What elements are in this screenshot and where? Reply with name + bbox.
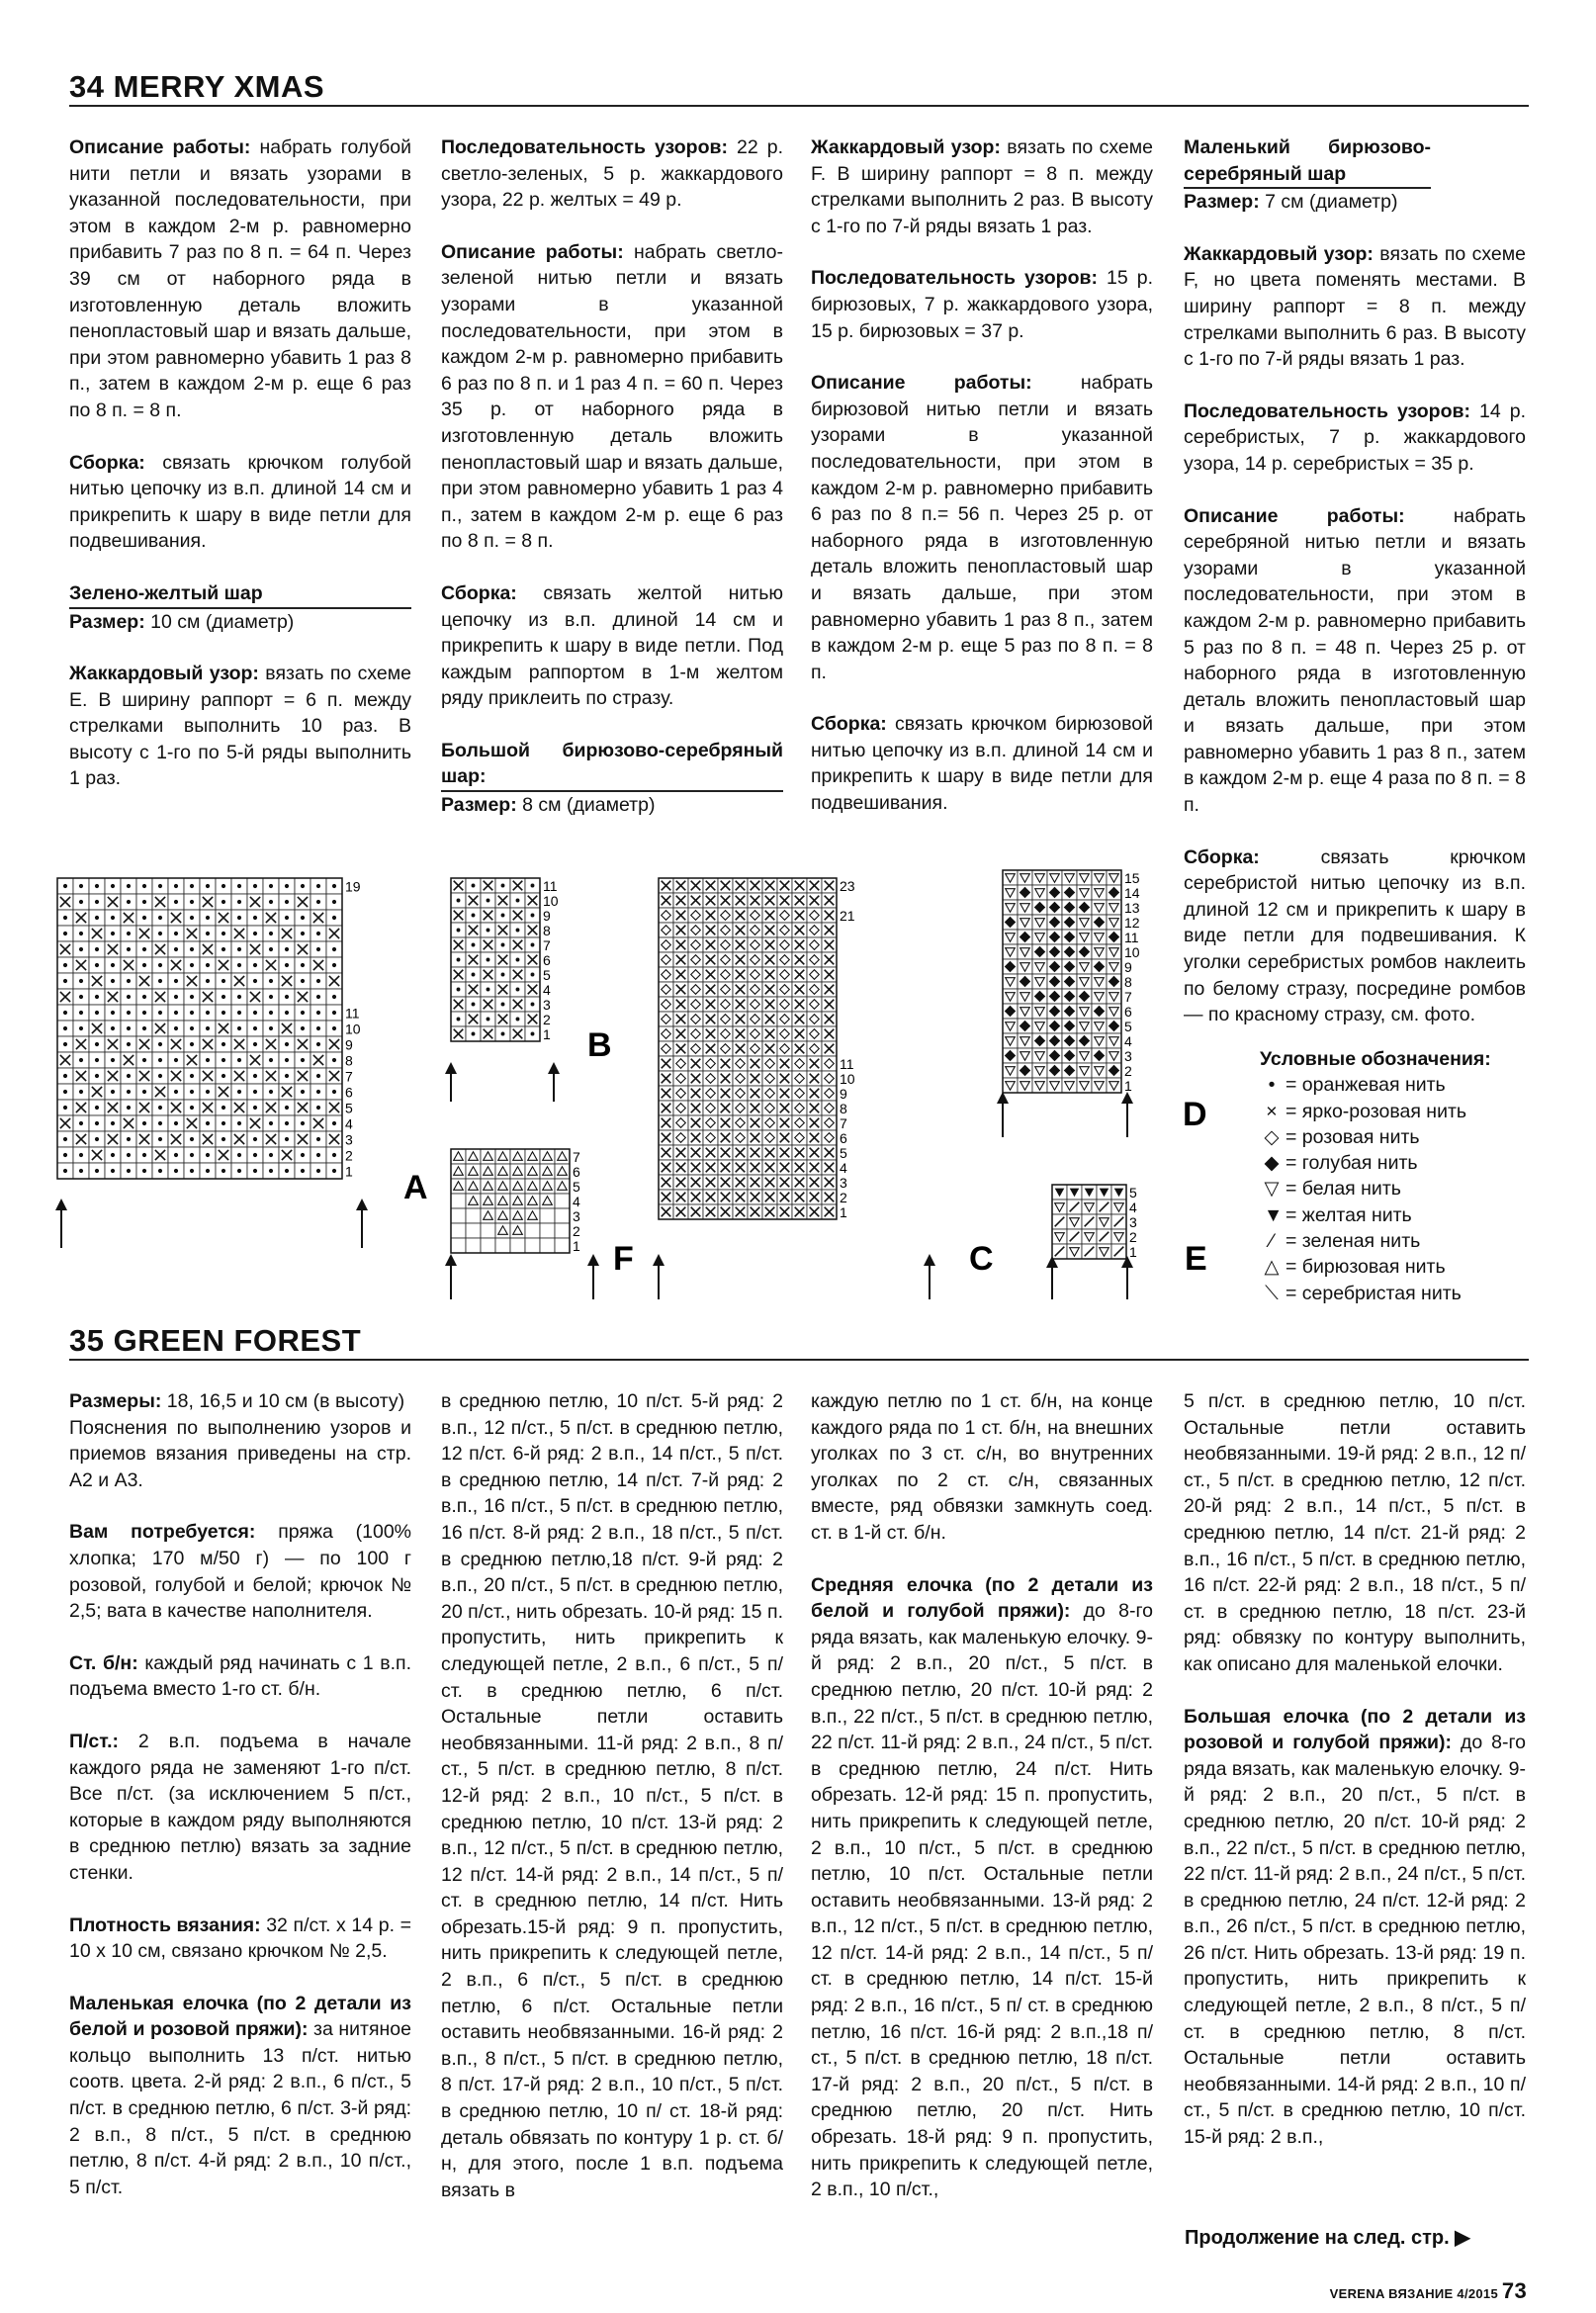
row-number: 14: [1124, 884, 1140, 901]
s34-size4-value: 7 см (диаметр): [1259, 191, 1398, 214]
legend-item: ⟍ = серебристая нить: [1264, 1281, 1491, 1306]
chart-label-e: E: [1185, 1240, 1207, 1278]
s34-c1-paragraph: Описание работы: набрать голубой нити петли и вязать узорами в указанной последовательности, при этом в каждом 2-м р. равномерно прибавить 7 раз по 8 п. = 64 п. Через 39 см от наборного ряда в изготовленную деталь вложить пенопластовый шар и вязать дальше, при этом равномерно убавить 1 раз 8 п., затем в каждом 2-м р. еще 6 раз по 8 п. = 8 п.: [69, 136, 411, 421]
row-number: 9: [840, 1085, 847, 1102]
s34-heading-green-yellow: Зелено-желтый шар: [69, 580, 411, 609]
legend-symbol-icon: ▼: [1264, 1203, 1284, 1226]
row-number: 1: [543, 1025, 551, 1042]
row-number: 10: [543, 892, 559, 909]
section-title-35: 35 GREEN FOREST: [69, 1323, 362, 1358]
row-number: 8: [840, 1100, 847, 1116]
row-number: 1: [840, 1203, 847, 1220]
chart-d: [1003, 870, 1140, 1094]
s34-c3-paragraph: Последовательность узоров: 15 р. бирюзовых, 7 р. жаккардового узора, 15 р. бирюзовых = 37 р.: [811, 267, 1153, 342]
s34-c2-paragraph: Последовательность узоров: 22 р. светло-зеленых, 5 р. жаккардового узора, 22 р. желтых = 49 р.: [441, 136, 783, 212]
row-number: 4: [840, 1159, 847, 1176]
chart-label-d: D: [1183, 1096, 1207, 1133]
repeat-arrow-icon: [55, 1199, 67, 1248]
row-number: 8: [1124, 973, 1132, 990]
row-number: 7: [345, 1068, 353, 1085]
s35-column-1: [69, 1388, 411, 2226]
row-number: 1: [573, 1237, 580, 1254]
s34-jacquard-e: Жаккардовый узор: вязать по схеме E. В ширину раппорт = 6 п. между стрелками выполнить 10 раз. В высоту с 1-го по 5-й ряды выполнить 1 раз.: [69, 663, 411, 790]
row-number: 1: [1124, 1077, 1132, 1094]
row-number: 6: [1124, 1003, 1132, 1020]
row-number: 4: [573, 1193, 580, 1209]
s35-column-4: [1184, 1388, 1526, 2177]
s35-c1-paragraph: Маленькая елочка (по 2 детали из белой и розовой пряжи): за нитяное кольцо выполнить 13 п/ст. нитью соотв. цвета. 2-й ряд: 2 в.п., 6 п/ст., 5 п/ст. в среднюю петлю, 6 п/ст. 3-й ряд: 2 в.п., 8 п/ст., 5 п/ст. в среднюю петлю, 8 п/ст. 4-й ряд: 2 в.п., 10 п/ст., 5 п/ст.: [69, 1992, 412, 2198]
symbol-legend: [1187, 1046, 1491, 1306]
chart-f: [451, 1149, 580, 1254]
s35-col3-text-b: Средняя елочка (по 2 детали из белой и голубой пряжи): до 8-го ряда вязать, как маленькую елочку. 9-й ряд: 2 в.п., 20 п/ст., 5 п/ст. в среднюю петлю, 20 п/ст. 10-й ряд: 2 в.п., 22 п/ст., 5 п/ст. в среднюю петлю, 22 п/ст. 11-й ряд: 2 в.п., 24 п/ст., 5 п/ст. в среднюю петлю, 24 п/ст. Нить обрезать. 12-й ряд: 15 п. пропустить, нить прикрепить к следующей петле, 2 в.п., 10 п/ст., 5 п/ст. в среднюю петлю, 10 п/ст. Остальные петли оставить необвязанными. 13-й ряд: 2 в.п., 12 п/ст., 5 п/ст. в среднюю петлю, 12 п/ст. 14-й ряд: 2 в.п., 14 п/ст., 5 п/ст. в среднюю петлю, 14 п/ст. 15-й ряд: 2 в.п., 16 п/ст., 5 п/ ст. в среднюю петлю, 16 п/ст. 16-й ряд: 2 в.п.,18 п/ст., 5 п/ст. в среднюю петлю, 18 п/ст. 17-й ряд: 2 в.п., 20 п/ст., 5 п/ст. в среднюю петлю, 20 п/ст. Нить обрезать. 18-й ряд: 9 п. пропустить, нить прикрепить к следующей петле, 2 в.п., 10 п/ст.,: [811, 1573, 1153, 2201]
chart-a: [57, 878, 361, 1180]
row-number: 5: [1129, 1184, 1137, 1201]
row-number: 10: [1124, 943, 1140, 960]
chart-b: [451, 878, 559, 1042]
row-number: 7: [840, 1114, 847, 1131]
legend-item: △ = бирюзовая нить: [1264, 1254, 1491, 1280]
row-number: 9: [543, 907, 551, 924]
row-number: 4: [1124, 1032, 1132, 1049]
legend-symbol-icon: •: [1268, 1074, 1276, 1097]
row-number: 11: [345, 1005, 360, 1022]
chart-label-b: B: [587, 1026, 612, 1064]
row-number: 13: [1124, 899, 1140, 916]
section-title-34: 34 MERRY XMAS: [69, 69, 325, 104]
s34-c1-paragraph: Сборка: связать крючком голубой нитью цепочку из в.п. длиной 14 см и прикрепить к шару в виде петли для подвешивания.: [69, 451, 411, 553]
row-number: 5: [345, 1100, 353, 1116]
row-number: 8: [345, 1052, 353, 1069]
s34-c4-paragraph: Описание работы: набрать серебряной нитью петли и вязать узорами в указанной последовательности, при этом в каждом 2-м р. равномерно прибавить 5 раз по 8 п. = 48 п. Через 25 р. от наборного ряда в изготовленную деталь вложить пенопластовый шар и вязать дальше, при этом равномерно убавить 1 раз 8 п., затем в каждом 2-м р. еще 4 раза по 8 п. = 8 п.: [1184, 504, 1526, 817]
row-number: 1: [345, 1163, 353, 1180]
s35-col4-text-b: Большая елочка (по 2 детали из розовой и голубой пряжи): до 8-го ряда вязать, как маленькую елочку. 9-й ряд: 2 в.п., 20 п/ст., 5 п/ст. в среднюю петлю, 20 п/ст. 10-й ряд: 2 в.п., 22 п/ст., 5 п/ст. в среднюю петлю, 22 п/ст. 11-й ряд: 2 в.п., 24 п/ст., 5 п/ст. в среднюю петлю, 24 п/ст. 12-й ряд: 2 в.п., 26 п/ст., 5 п/ст. в среднюю петлю, 26 п/ст. Нить обрезать. 13-й ряд: 19 п. пропустить, нить прикрепить к следующей петле, 2 в.п., 8 п/ст., 5 п/ст. в среднюю петлю, 8 п/ст. Остальные петли оставить необвязанными. 14-й ряд: 2 в.п., 10 п/ст., 5 п/ст. в среднюю петлю, 10 п/ст. 15-й ряд: 2 в.п.,: [1184, 1705, 1527, 2149]
row-number: 8: [543, 922, 551, 938]
s34-size4-label: Размер:: [1184, 191, 1260, 214]
legend-item: ◇ = розовая нить: [1264, 1124, 1491, 1150]
row-number: 3: [543, 996, 551, 1013]
page-number: 73: [1501, 2278, 1527, 2303]
s34-size-label: Размер:: [69, 610, 145, 633]
row-number: 21: [840, 907, 855, 924]
legend-symbol-icon: ×: [1266, 1100, 1278, 1122]
s34-heading-big-turquoise: Большой бирюзово-серебряный шар:: [441, 738, 783, 792]
legend-item: • = оранжевая нить: [1264, 1072, 1491, 1098]
row-number: 2: [1124, 1062, 1132, 1079]
s35-c1-paragraph: Вам потребуется: пряжа (100% хлопка; 170 м/50 г) — по 100 г розовой, голубой и белой; крючок № 2,5; вата в качестве наполнителя.: [69, 1521, 411, 1623]
s34-c2-paragraph: Описание работы: набрать светло-зеленой нитью петли и вязать узорами в указанной последовательности, при этом в каждом 2-м р. равномерно прибавить 6 раз по 8 п. и 1 раз 4 п. = 60 п. Через 35 р. от наборного ряда в изготовленную деталь вложить пенопластовый шар и вязать дальше, при этом равномерно убавить 1 раз 4 п., затем в каждом 2-м р. еще 6 раз по 8 п. = 8 п.: [441, 240, 783, 553]
row-number: 2: [573, 1222, 580, 1239]
repeat-arrow-icon: [653, 1254, 665, 1299]
s35-c1-paragraph: Плотность вязания: 32 п/ст. х 14 р. = 10 х 10 см, связано крючком № 2,5.: [69, 1913, 412, 1963]
row-number: 7: [573, 1148, 580, 1165]
s34-c2-paragraph: Сборка: связать желтой нитью цепочку из в.п. длиной 14 см и прикрепить к шару в виде петли. Под каждым раппортом в 1-м желтом ряду приклеить по стразу.: [441, 581, 783, 710]
repeat-arrow-icon: [445, 1254, 457, 1299]
row-number: 5: [840, 1144, 847, 1161]
repeat-arrow-icon: [356, 1199, 368, 1248]
legend-symbol-icon: ◆: [1264, 1152, 1280, 1175]
row-number: 5: [543, 966, 551, 983]
row-number: 1: [1129, 1243, 1137, 1260]
s34-c3-paragraph: Сборка: связать крючком бирюзовой нитью цепочку из в.п. длиной 14 см и прикрепить к шару в виде петли для подвешивания.: [811, 713, 1153, 815]
chart-c: [659, 878, 855, 1220]
legend-item: ⁄ = зеленая нить: [1264, 1228, 1491, 1254]
s35-column-2: [441, 1388, 783, 2229]
row-number: 11: [1124, 929, 1139, 945]
repeat-arrow-icon: [997, 1092, 1009, 1137]
s34-heading-small-turquoise: Маленький бирюзово-серебряный шар: [1184, 134, 1431, 189]
s35-col3-text-a: каждую петлю по 1 ст. б/н, на конце каждого ряда по 1 ст. б/н, на внешних уголках по 3 ст. с/н, во внутренних уголках по 2 ст. с/н, связанных вместе, ряд обвязки замкнуть соед. ст. в 1-й ст. б/н.: [811, 1390, 1153, 1544]
legend-item: ▼ = желтая нить: [1264, 1202, 1491, 1228]
legend-symbol-icon: ◇: [1264, 1125, 1280, 1148]
legend-symbol-icon: ⟍: [1265, 1282, 1279, 1304]
row-number: 6: [345, 1084, 353, 1101]
row-number: 3: [573, 1207, 580, 1224]
legend-item: ◆ = голубая нить: [1264, 1150, 1491, 1176]
continued-next-page: Продолжение на след. стр. ▶: [1185, 2227, 1470, 2249]
repeat-arrow-icon: [1121, 1256, 1133, 1299]
row-number: 23: [840, 877, 855, 894]
row-number: 9: [345, 1036, 353, 1053]
s34-size2-value: 8 см (диаметр): [516, 794, 656, 817]
row-number: 15: [1124, 869, 1140, 886]
repeat-arrow-icon: [587, 1254, 599, 1299]
legend-item: ▽ = белая нить: [1264, 1176, 1491, 1201]
row-number: 4: [345, 1115, 353, 1132]
legend-title: Условные обозначения:: [1260, 1048, 1491, 1070]
chart-label-a: A: [403, 1169, 428, 1206]
s34-c4-paragraph: Сборка: связать крючком серебристой нитью цепочку из в.п. длиной 12 см и прикрепить к шару в виде петли для подвешивания. К уголки серебристых ромбов наклеить по белому стразу, посредине ромбов — по красному стразу, см. фото.: [1184, 845, 1526, 1026]
s35-col2-text: в среднюю петлю, 10 п/ст. 5-й ряд: 2 в.п., 12 п/ст., 5 п/ст. в среднюю петлю, 12 п/ст. 6-й ряд: 2 в.п., 14 п/ст., 5 п/ст. в среднюю петлю, 14 п/ст. 7-й ряд: 2 в.п., 16 п/ст., 5 п/ст. в среднюю петлю, 16 п/ст. 8-й ряд: 2 в.п., 18 п/ст., 5 п/ст. в среднюю петлю,18 п/ст. 9-й ряд: 2 в.п., 20 п/ст., 5 п/ст. в среднюю петлю, 20 п/ст., нить обрезать. 10-й ряд: 15 п. пропустить, нить прикрепить к следующей петле, 2 в.п., 6 п/ст., 5 п/ст. в среднюю петлю, 6 п/ст. Остальные петли оставить необвязанными. 11-й ряд: 2 в.п., 8 п/ст., 5 п/ст. в среднюю петлю, 8 п/ст. 12-й ряд: 2 в.п., 10 п/ст., 5 п/ст. в среднюю петлю, 10 п/ст. 13-й ряд: 2 в.п., 12 п/ст., 5 п/ст. в среднюю петлю, 12 п/ст. 14-й ряд: 2 в.п., 14 п/ст., 5 п/ст. в среднюю петлю, 14 п/ст. Нить обрезать.15-й ряд: 9 п. пропустить, нить прикрепить к следующей петле, 2 в.п., 6 п/ст., 5 п/ст. в среднюю петлю, 6 п/ст. Остальные петли оставить необвязанными. 16-й ряд: 2 в.п., 8 п/ст., 5 п/ст. в среднюю петлю, 8 п/ст. 17-й ряд: 2 в.п., 10 п/ст., 5 п/ст. в среднюю петлю, 10 п/ ст. 18-й ряд: деталь обвязать по контуру 1 р. ст. б/н, для этого, после 1 в.п. подъема вязать в: [441, 1390, 783, 2201]
s34-c4-paragraph: Последовательность узоров: 14 р. серебристых, 7 р. жаккардового узора, 14 р. серебристых = 35 р.: [1184, 400, 1526, 475]
row-number: 2: [345, 1147, 353, 1164]
row-number: 5: [573, 1178, 580, 1195]
repeat-arrow-icon: [924, 1254, 935, 1299]
s35-col4-text-a: 5 п/ст. в среднюю петлю, 10 п/ст. Остальные петли оставить необвязанными. 19-й ряд: 2 в.п., 12 п/ст., 5 п/ст. в среднюю петлю, 12 п/ст. 20-й ряд: 2 в.п., 14 п/ст., 5 п/ст. в среднюю петлю, 14 п/ст. 21-й ряд: 2 в.п., 16 п/ст., 5 п/ст. в среднюю петлю, 16 п/ст. 22-й ряд: 2 в.п., 18 п/ст., 5 п/ст. в среднюю петлю, 18 п/ст. 23-й ряд: обвязку по контуру выполнить, как описано для маленькой елочки.: [1184, 1390, 1526, 1675]
s34-c4-paragraph: Жаккардовый узор: вязать по схеме F, но цвета поменять местами. В ширину раппорт = 8 п. между стрелками выполнить 6 раз. В высоту с 1-го по 7-й ряды вязать 1 раз.: [1184, 242, 1526, 371]
row-number: 3: [1129, 1213, 1137, 1230]
repeat-arrow-icon: [1046, 1256, 1058, 1299]
row-number: 7: [543, 936, 551, 953]
s35-c1-paragraph: П/ст.: 2 в.п. подъема в начале каждого ряда не заменяют 1-го п/ст. Все п/ст. (за исключением 5 п/ст., которые в каждом ряду выполняются в среднюю петлю) вязать за задние стенки.: [69, 1730, 411, 1884]
row-number: 3: [345, 1131, 353, 1148]
row-number: 3: [840, 1174, 847, 1191]
row-number: 12: [1124, 914, 1140, 931]
repeat-arrow-icon: [1121, 1092, 1133, 1137]
s34-size2-label: Размер:: [441, 794, 517, 817]
row-number: 4: [1129, 1199, 1137, 1215]
row-number: 7: [1124, 988, 1132, 1005]
legend-symbol-icon: ▽: [1264, 1178, 1280, 1201]
magazine-name: VERENA ВЯЗАНИЕ 4/2015: [1329, 2286, 1498, 2301]
row-number: 11: [543, 877, 558, 894]
s34-c3-paragraph: Жаккардовый узор: вязать по схеме F. В ширину раппорт = 8 п. между стрелками выполнить 2 раз. В высоту с 1-го по 7-й ряды вязать 1 раз.: [811, 136, 1153, 237]
row-number: 19: [345, 878, 361, 895]
row-number: 2: [840, 1189, 847, 1205]
row-number: 6: [543, 951, 551, 968]
row-number: 6: [573, 1163, 580, 1180]
s35-c1-paragraph: Размеры: 18, 16,5 и 10 см (в высоту) Пояснения по выполнению узоров и приемов вязания приведены на стр. А2 и А3.: [69, 1390, 411, 1491]
row-number: 5: [1124, 1018, 1132, 1034]
row-number: 9: [1124, 958, 1132, 975]
s34-size-value: 10 см (диаметр): [144, 610, 295, 633]
row-number: 10: [345, 1021, 361, 1037]
repeat-arrow-icon: [548, 1062, 560, 1102]
chart-label-f: F: [613, 1240, 634, 1278]
legend-symbol-icon: ⁄: [1270, 1230, 1274, 1253]
chart-e: [1052, 1185, 1137, 1260]
legend-item: × = ярко-розовая нить: [1264, 1099, 1491, 1124]
row-number: 2: [1129, 1228, 1137, 1245]
section-rule-35: [69, 1359, 1529, 1361]
row-number: 10: [840, 1070, 855, 1087]
legend-symbol-icon: △: [1264, 1256, 1280, 1279]
s35-column-3: [811, 1388, 1153, 2229]
chart-label-c: C: [969, 1240, 994, 1278]
row-number: 3: [1124, 1047, 1132, 1064]
row-number: 11: [840, 1055, 854, 1072]
page-footer: [1330, 2278, 1527, 2304]
row-number: 6: [840, 1129, 847, 1146]
row-number: 2: [543, 1011, 551, 1027]
row-number: 4: [543, 981, 551, 998]
s34-c3-paragraph: Описание работы: набрать бирюзовой нитью петли и вязать узорами в указанной последовательности, при этом в каждом 2-м р. равномерно прибавить 6 раз по 8 п.= 56 п. Через 25 р. от наборного ряда в изготовленную деталь вложить пенопластовый шар и вязать дальше, при этом равномерно убавить 1 раз 8 п., затем в каждом 2-м р. еще 5 раз по 8 п. = 8 п.: [811, 372, 1153, 683]
s35-c1-paragraph: Ст. б/н: каждый ряд начинать с 1 в.п. подъема вместо 1-го ст. б/н.: [69, 1651, 411, 1701]
repeat-arrow-icon: [445, 1062, 457, 1102]
